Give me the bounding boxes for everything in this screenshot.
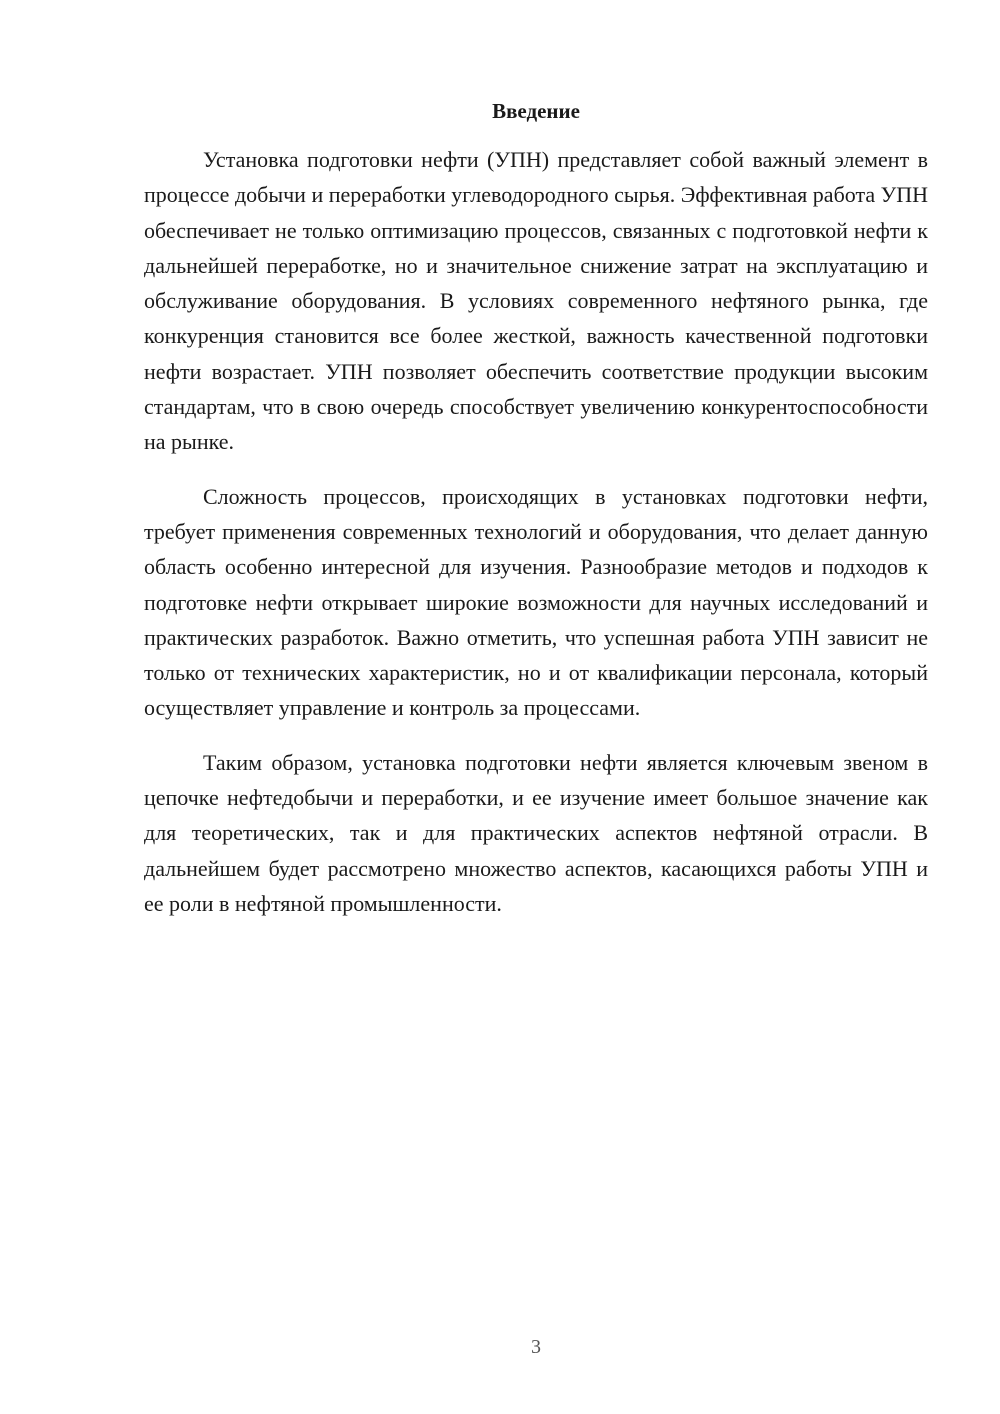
paragraph-1: Установка подготовки нефти (УПН) представляет собой важный элемент в процессе добычи и переработки углеводородного сырья. Эффективная работа УПН обеспечивает не только оптимизацию процессов, связанных с подготовкой нефти к дальнейшей переработке, но и значительное снижение затрат на эксплуатацию и обслуживание оборудования. В условиях современного нефтяного рынка, где конкуренция становится все более жесткой, важность качественной подготовки нефти возрастает. УПН позволяет обеспечить соответствие продукции высоким стандартам, что в свою очередь способствует увеличению конкурентоспособности на рынке. [144, 147, 928, 455]
body-text [144, 142, 928, 940]
page-number: 3 [531, 1336, 541, 1358]
paragraph-3: Таким образом, установка подготовки нефти является ключевым звеном в цепочке нефтедобычи и переработки, и ее изучение имеет большое значение как для теоретических, так и для практических аспектов нефтяной отрасли. В дальнейшем будет рассмотрено множество аспектов, касающихся работы УПН и ее роли в нефтяной промышленности. [144, 749, 928, 916]
paragraph-2: Сложность процессов, происходящих в установках подготовки нефти, требует применения современных технологий и оборудования, что делает данную область особенно интересной для изучения. Разнообразие методов и подходов к подготовке нефти открывает широкие возможности для научных исследований и практических разработок. Важно отметить, что успешная работа УПН зависит не только от технических характеристик, но и от квалификации персонала, который осуществляет управление и контроль за процессами. [144, 483, 928, 721]
section-heading: Введение [492, 99, 580, 123]
